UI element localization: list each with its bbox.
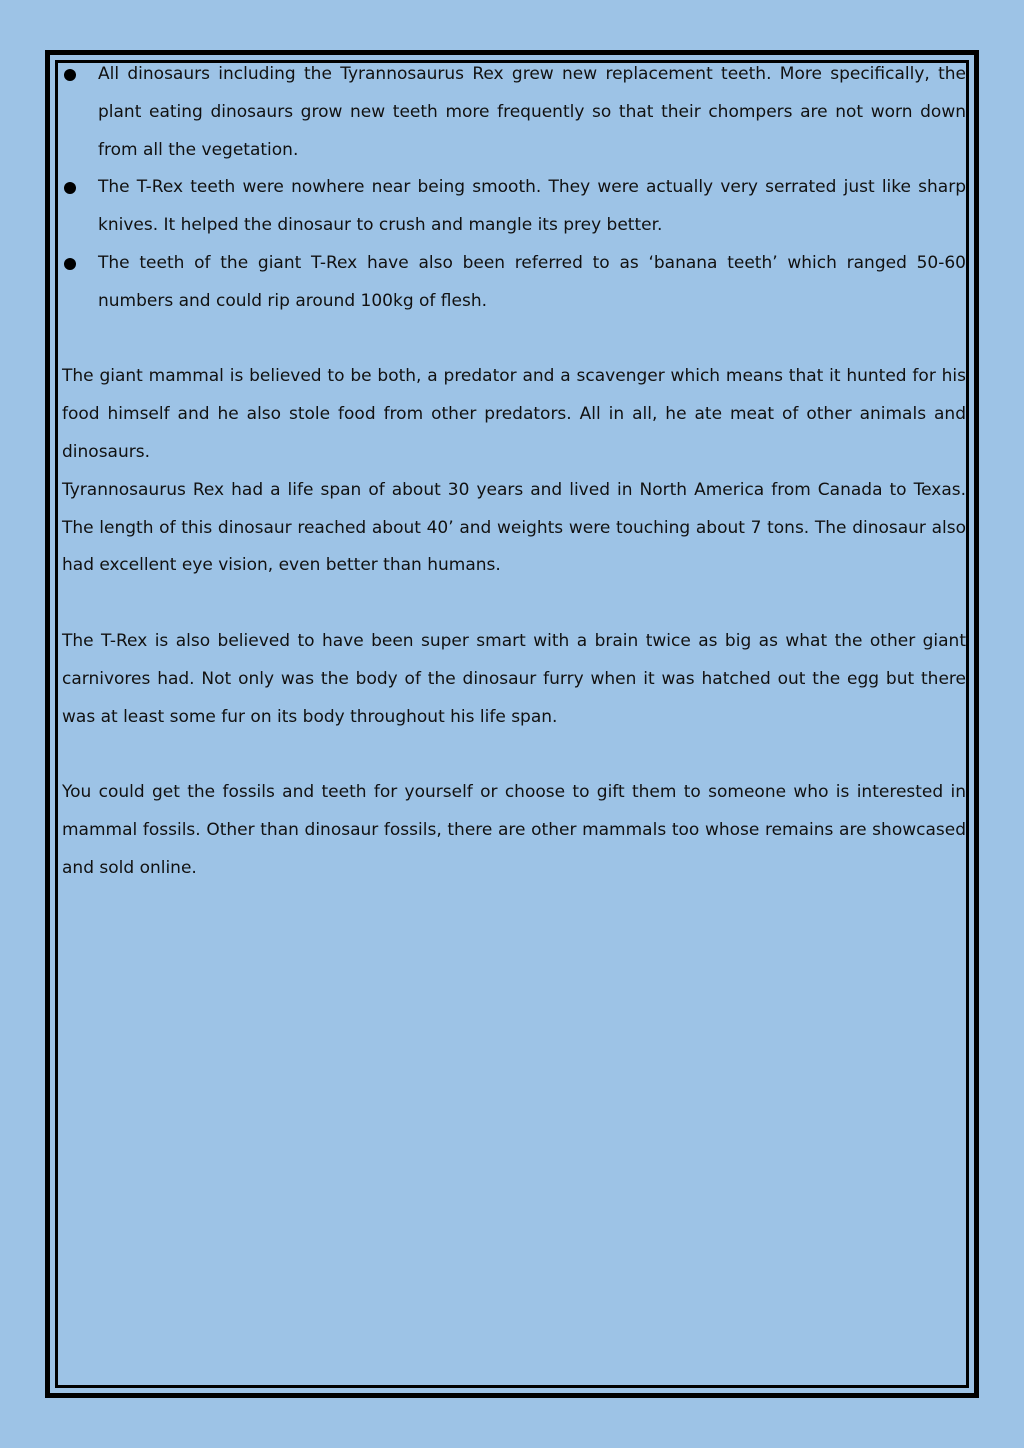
blank-line (62, 736, 966, 774)
bullet-icon (64, 258, 76, 270)
list-item (62, 169, 966, 245)
document-body (62, 56, 966, 888)
blank-line (62, 585, 966, 623)
bullet-icon (64, 182, 76, 194)
paragraph-life-span: Tyrannosaurus Rex had a life span of about 30 years and lived in North America from Canada to Texas. The length of this dinosaur reached about 40’ and weights were touching about 7 tons. The dinosaur also had excellent eye vision, even better than humans. (62, 479, 966, 576)
paragraph-predator-scavenger: The giant mammal is believed to be both, a predator and a scavenger which means that it hunted for his food himself and he also stole food from other predators. All in all, he ate meat of other animals and dinosaurs. (62, 366, 966, 462)
bullet-text: The teeth of the giant T-Rex have also been referred to as ‘banana teeth’ which ranged 50-60 numbers and could rip around 100kg of flesh. (98, 252, 966, 311)
paragraph-intelligence: The T-Rex is also believed to have been super smart with a brain twice as big as what the other giant carnivores had. Not only was the body of the dinosaur furry when it was hatched out the egg but there was at least some fur on its body throughout his life span. (62, 630, 966, 727)
paragraph-fossils: You could get the fossils and teeth for yourself or choose to gift them to someone who is interested in mammal fossils. Other than dinosaur fossils, there are other mammals too whose remains are showcased and sold online. (62, 782, 966, 878)
bullet-text: The T-Rex teeth were nowhere near being smooth. They were actually very serrated just like sharp knives. It helped the dinosaur to crush and mangle its prey better. (98, 177, 966, 236)
list-item (62, 56, 966, 169)
blank-line (62, 321, 966, 359)
bullet-text: All dinosaurs including the Tyrannosaurus Rex grew new replacement teeth. More specifically, the plant eating dinosaurs grow new teeth more frequently so that their chompers are not worn down from all the vegetation. (98, 64, 966, 160)
bullet-icon (64, 69, 76, 81)
list-item (62, 245, 966, 321)
teeth-facts-list (62, 56, 966, 321)
